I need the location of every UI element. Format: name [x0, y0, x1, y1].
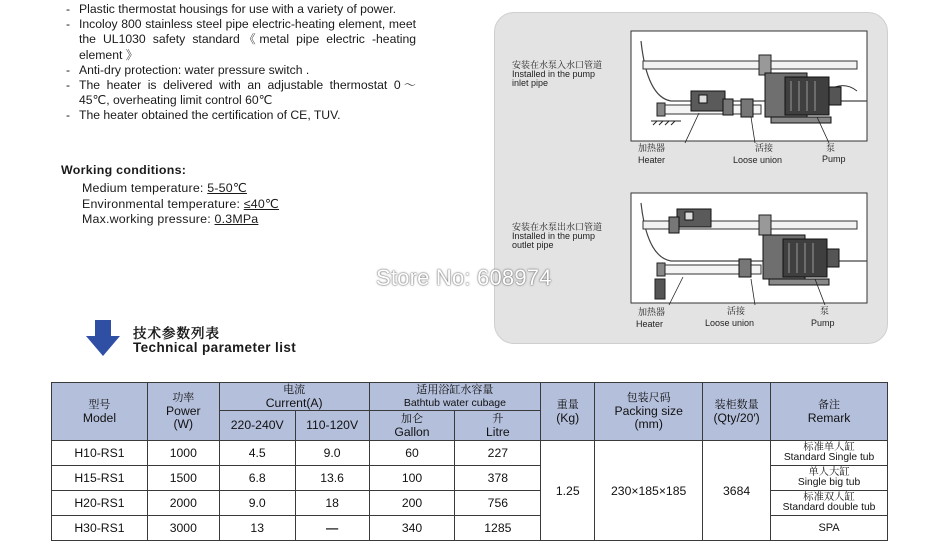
cell-litre: 378: [455, 466, 541, 491]
top-caption-en2: inlet pipe: [512, 78, 549, 88]
features-list: [66, 2, 416, 124]
technical-title-en: Technical parameter list: [133, 340, 297, 355]
pump-label-en: Pump: [811, 318, 835, 328]
union-label-en: Loose union: [733, 155, 783, 165]
cell-current-1: 4.5: [219, 441, 295, 466]
cell-current-2: 9.0: [295, 441, 369, 466]
environmental-temperature-value: ≤40℃: [243, 197, 280, 211]
union-label-cn: 活接: [755, 143, 774, 153]
pump-label-en: Pump: [822, 154, 846, 164]
cell-qty: 3684: [703, 441, 771, 541]
store-watermark: Store No: 608974: [376, 265, 552, 290]
environmental-temperature: [82, 196, 279, 211]
feature-item: - Plastic thermostat housings for use with a variety of power.: [66, 2, 416, 17]
union-label-en: Loose union: [705, 318, 755, 328]
technical-title-cn: 技术参数列表: [133, 326, 220, 341]
cell-power: 1000: [147, 441, 219, 466]
cell-model: H10-RS1: [52, 441, 148, 466]
header-remark: 备注 Remark: [771, 383, 888, 441]
cell-model: H15-RS1: [52, 466, 148, 491]
feature-item: - The heater is delivered with an adjustable thermostat 0～45℃, overheating limit control 60℃: [66, 78, 416, 108]
cell-model: H30-RS1: [52, 516, 148, 541]
cell-current-1: 9.0: [219, 491, 295, 516]
cell-packing: 230×185×185: [595, 441, 703, 541]
top-caption-en1: Installed in the pump: [512, 69, 596, 79]
cell-current-2: 13.6: [295, 466, 369, 491]
bottom-caption-en1: Installed in the pump: [512, 231, 596, 241]
cell-power: 1500: [147, 466, 219, 491]
union-label-cn: 活接: [727, 306, 746, 316]
header-cubage: 适用浴缸水容量 Bathtub water cubage: [369, 383, 541, 411]
max-working-pressure: [82, 212, 258, 226]
cell-remark: 标准双人缸 Standard double tub: [771, 491, 888, 516]
cell-litre: 756: [455, 491, 541, 516]
pump-label-cn: 泵: [826, 143, 836, 153]
cell-power: 2000: [147, 491, 219, 516]
header-litre: 升 Litre: [455, 411, 541, 441]
heater-label-en: Heater: [636, 319, 664, 329]
medium-temperature-value: 5-50℃: [207, 181, 247, 195]
working-conditions-title: Working conditions:: [61, 163, 187, 177]
cell-weight: 1.25: [541, 441, 595, 541]
cell-current-2: 18: [295, 491, 369, 516]
cell-gallon: 200: [369, 491, 455, 516]
header-qty: 装柜数量 (Qty/20′): [703, 383, 771, 441]
cell-current-1: 6.8: [219, 466, 295, 491]
cell-current-1: 13: [219, 516, 295, 541]
cell-current-2: —: [295, 516, 369, 541]
max-working-pressure-value: 0.3MPa: [214, 212, 259, 226]
header-gallon: 加仑 Gallon: [369, 411, 455, 441]
feature-item: - Incoloy 800 stainless steel pipe electric-heating element, meet the UL1030 safety standard《metal pipe electric -heating element 》: [66, 17, 416, 63]
bottom-caption-en2: outlet pipe: [512, 240, 554, 250]
header-weight: 重量 (Kg): [541, 383, 595, 441]
cell-remark: 单人大缸 Single big tub: [771, 466, 888, 491]
header-power: 功率 Power (W): [147, 383, 219, 441]
down-arrow-icon: [86, 320, 120, 356]
heater-label-en: Heater: [638, 155, 666, 165]
header-voltage-2: 110-120V: [295, 411, 369, 441]
cell-litre: 227: [455, 441, 541, 466]
bottom-caption-cn: 安装在水泵出水口管道: [512, 222, 603, 232]
header-voltage-1: 220-240V: [219, 411, 295, 441]
cell-power: 3000: [147, 516, 219, 541]
heater-label-cn: 加热器: [638, 143, 666, 153]
header-model: 型号 Model: [52, 383, 148, 441]
medium-temperature: [82, 180, 247, 195]
cell-gallon: 100: [369, 466, 455, 491]
cell-gallon: 60: [369, 441, 455, 466]
medium-temperature-label: Medium temperature:: [82, 181, 204, 195]
header-packing: 包装尺码 Packing size (mm): [595, 383, 703, 441]
cell-model: H20-RS1: [52, 491, 148, 516]
top-caption-cn: 安装在水泵入水口管道: [512, 60, 603, 70]
technical-parameter-table: [51, 382, 888, 541]
header-current: 电流 Current(A): [219, 383, 369, 411]
environmental-temperature-label: Environmental temperature:: [82, 197, 241, 211]
feature-item: - The heater obtained the certification of CE, TUV.: [66, 108, 416, 123]
cell-gallon: 340: [369, 516, 455, 541]
heater-label-cn: 加热器: [638, 307, 666, 317]
table-row: [52, 441, 888, 466]
cell-litre: 1285: [455, 516, 541, 541]
installation-diagram-drawing: [495, 13, 887, 343]
cell-remark: SPA: [771, 516, 888, 541]
max-working-pressure-label: Max.working pressure:: [82, 212, 211, 226]
cell-remark: 标准单人缸 Standard Single tub: [771, 441, 888, 466]
feature-item: - Anti-dry protection: water pressure switch .: [66, 63, 416, 78]
pump-label-cn: 泵: [820, 306, 830, 316]
installation-diagram: [494, 12, 888, 344]
